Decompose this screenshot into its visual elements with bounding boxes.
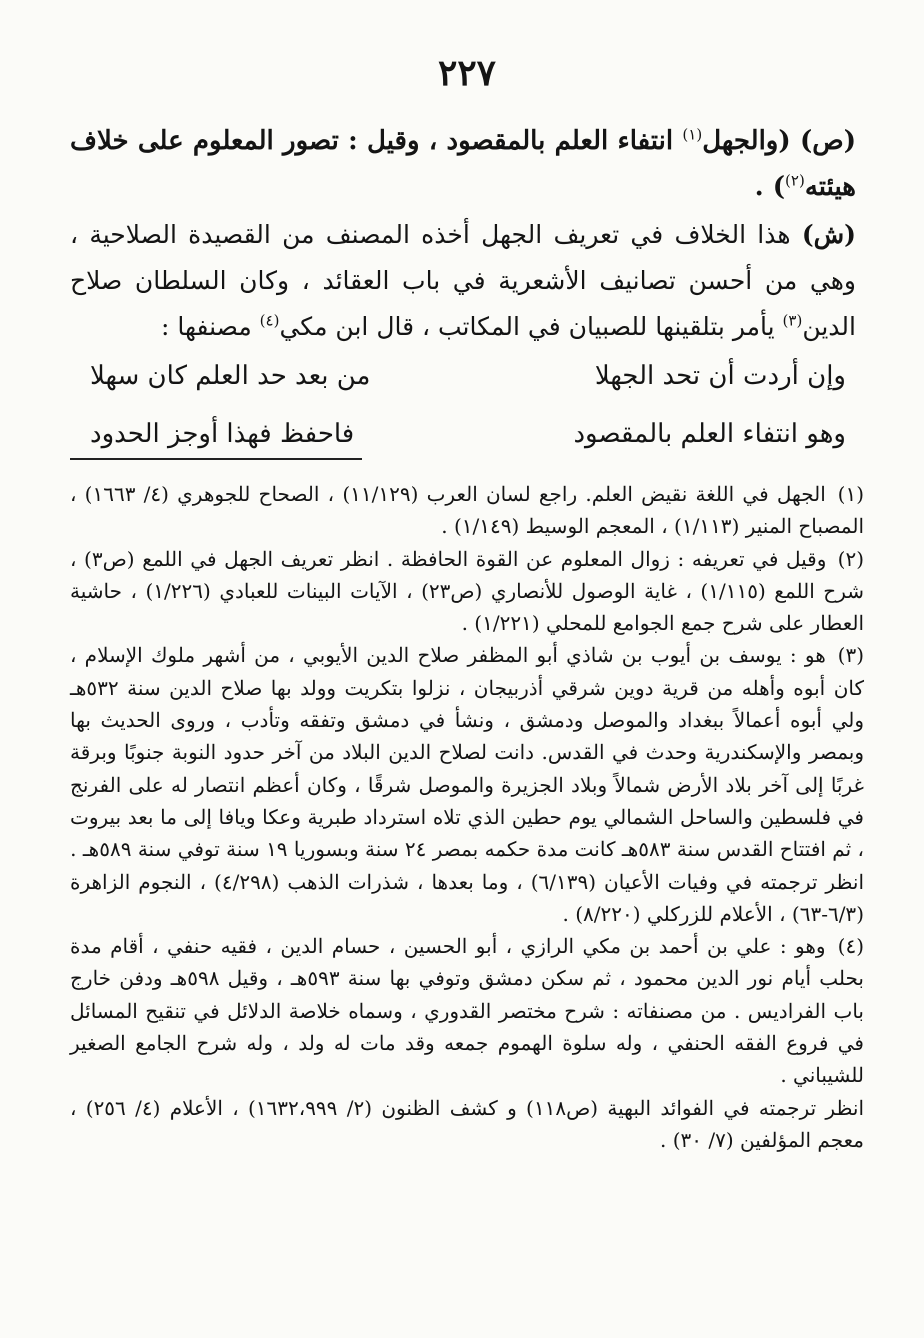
footnote-text: وهو : علي بن أحمد بن مكي الرازي ، أبو الحسين ، حسام الدين ، فقيه حنفي ، أقام مدة بحلب أيام نور الدين محمود ، ثم سكن دمشق وتوفي بها سنة ٥٩٣هـ ، وقيل ٥٩٨هـ ودفن خارج باب الفراديس . من مصنفاته : شرح مختصر القدوري ، وسماه خلاصة الدلائل في تنقيح المسائل في فروع الفقه الحنفي ، وله سلوة الهموم جمعه وقد مات له ولد ، وله شرح الجامع الصغير للشيباني . <box>70 934 864 1088</box>
matn-part-3: ) . <box>754 172 786 202</box>
book-page <box>70 0 864 1338</box>
footnote-number: (٤) <box>837 934 864 959</box>
sharh-part-1: هذا الخلاف في تعريف الجهل أخذه المصنف من القصيدة الصلاحية ، وهي من أحسن تصانيف الأشعرية في باب العقائد ، وكان السلطان صلاح الدين <box>70 220 856 341</box>
sharh-part-3: مصنفها : <box>160 312 260 341</box>
footnote-separator <box>70 458 362 460</box>
footnote-number: (٣) <box>837 643 864 668</box>
note-ref-2[interactable]: (٢) <box>785 171 805 190</box>
footnote-3 <box>70 639 864 865</box>
footnote-text: وقيل في تعريفه : زوال المعلوم عن القوة الحافظة . انظر تعريف الجهل في اللمع (ص٣) ، شرح اللمع (١/١١٥) ، غاية الوصول للأنصاري (ص٢٣) ، الآيات البينات للعبادي (١/٢٢٦) ، حاشية العطار على شرح جمع الجوامع للمحلي (١/٢٢١) . <box>70 546 865 636</box>
poem-verse-2 <box>90 408 846 460</box>
page-number: ٢٢٧ <box>437 52 496 94</box>
footnote-text: الجهل في اللغة نقيض العلم. راجع لسان العرب (١١/١٢٩) ، الصحاح للجوهري (٤/ ١٦٦٣) ، المصباح المنير (١/١١٣) ، المعجم الوسيط (١/١٤٩) . <box>70 482 864 539</box>
verse-1-first-hemistich: وإن أردت أن تحد الجهلا <box>594 361 846 391</box>
note-ref-4[interactable]: (٤) <box>259 311 280 330</box>
footnote-3-references: انظر ترجمته في وفيات الأعيان (٦/١٣٩) ، وما بعدها ، شذرات الذهب (٤/٢٩٨) ، النجوم الزاهرة (٦/٣-٦٣) ، الأعلام للزركلي (٨/٢٢٠) . <box>70 869 865 926</box>
verse-2-first-hemistich: وهو انتفاء العلم بالمقصود <box>573 419 846 449</box>
verse-2-second-hemistich: فاحفظ فهذا أوجز الحدود <box>90 419 355 449</box>
verse-1-second-hemistich: من بعد حد العلم كان سهلا <box>90 361 371 391</box>
footnotes <box>70 478 864 1156</box>
note-ref-1[interactable]: (١) <box>682 125 703 144</box>
footnote-2 <box>70 543 864 640</box>
matn-text <box>70 118 856 210</box>
matn-marker: (ص) <box>799 126 856 156</box>
poem-verse-1 <box>90 350 846 402</box>
footnote-text: هو : يوسف بن أيوب بن شاذي أبو المظفر صلاح الدين الأيوبي ، من أشهر ملوك الإسلام ، كان أبوه وأهله من قرية دوين شرقي أذربيجان ، نزلوا بتكريت وولد بها صلاح الدين سنة ٥٣٢هـ ولي أبوه أعمالاً ببغداد والموصل ودمشق ، ونشأ في دمشق وتفقه وتأدب ، وروى الحديث بها وبمصر والإسكندرية وحدث في القدس. دانت لصلاح الدين البلاد من آخر حدود النوبة جنوبًا وبرقة غربًا إلى آخر بلاد الأرض شمالاً وبلاد الجزيرة والموصل شرقًا ، وكان أعظم انتصار له على الفرنج في فلسطين والساحل الشمالي يوم حطين الذي تلاه استرداد طبرية وعكا ويافا إلى ما بعد بيروت ، ثم افتتاح القدس سنة ٥٨٣هـ كانت مدة حكمه بمصر ٢٤ سنة وبسوريا ١٩ سنة توفي سنة ٥٨٩هـ . <box>70 643 864 862</box>
footnote-4-references: انظر ترجمته في الفوائد البهية (ص١١٨) و كشف الظنون (٢/ ١٦٣٢،٩٩٩) ، الأعلام (٤/ ٢٥٦) ، معجم المؤلفين (٧/ ٣٠) . <box>70 1095 864 1152</box>
matn-part-2: انتفاء العلم بالمقصود ، وقيل : تصور المعلوم على خلاف هيئته <box>70 126 856 202</box>
sharh-marker: (ش) <box>801 220 856 249</box>
footnote-4 <box>70 930 864 1091</box>
footnote-1 <box>70 478 864 543</box>
matn-part-1: (والجهل <box>702 126 791 156</box>
sharh-text <box>70 212 856 350</box>
note-ref-3[interactable]: (٣) <box>782 311 803 330</box>
footnote-number: (١) <box>837 482 864 506</box>
footnote-number: (٢) <box>837 546 864 571</box>
sharh-part-2: يأمر بتلقينها للصبيان في المكاتب ، قال ابن مكي <box>279 312 783 341</box>
